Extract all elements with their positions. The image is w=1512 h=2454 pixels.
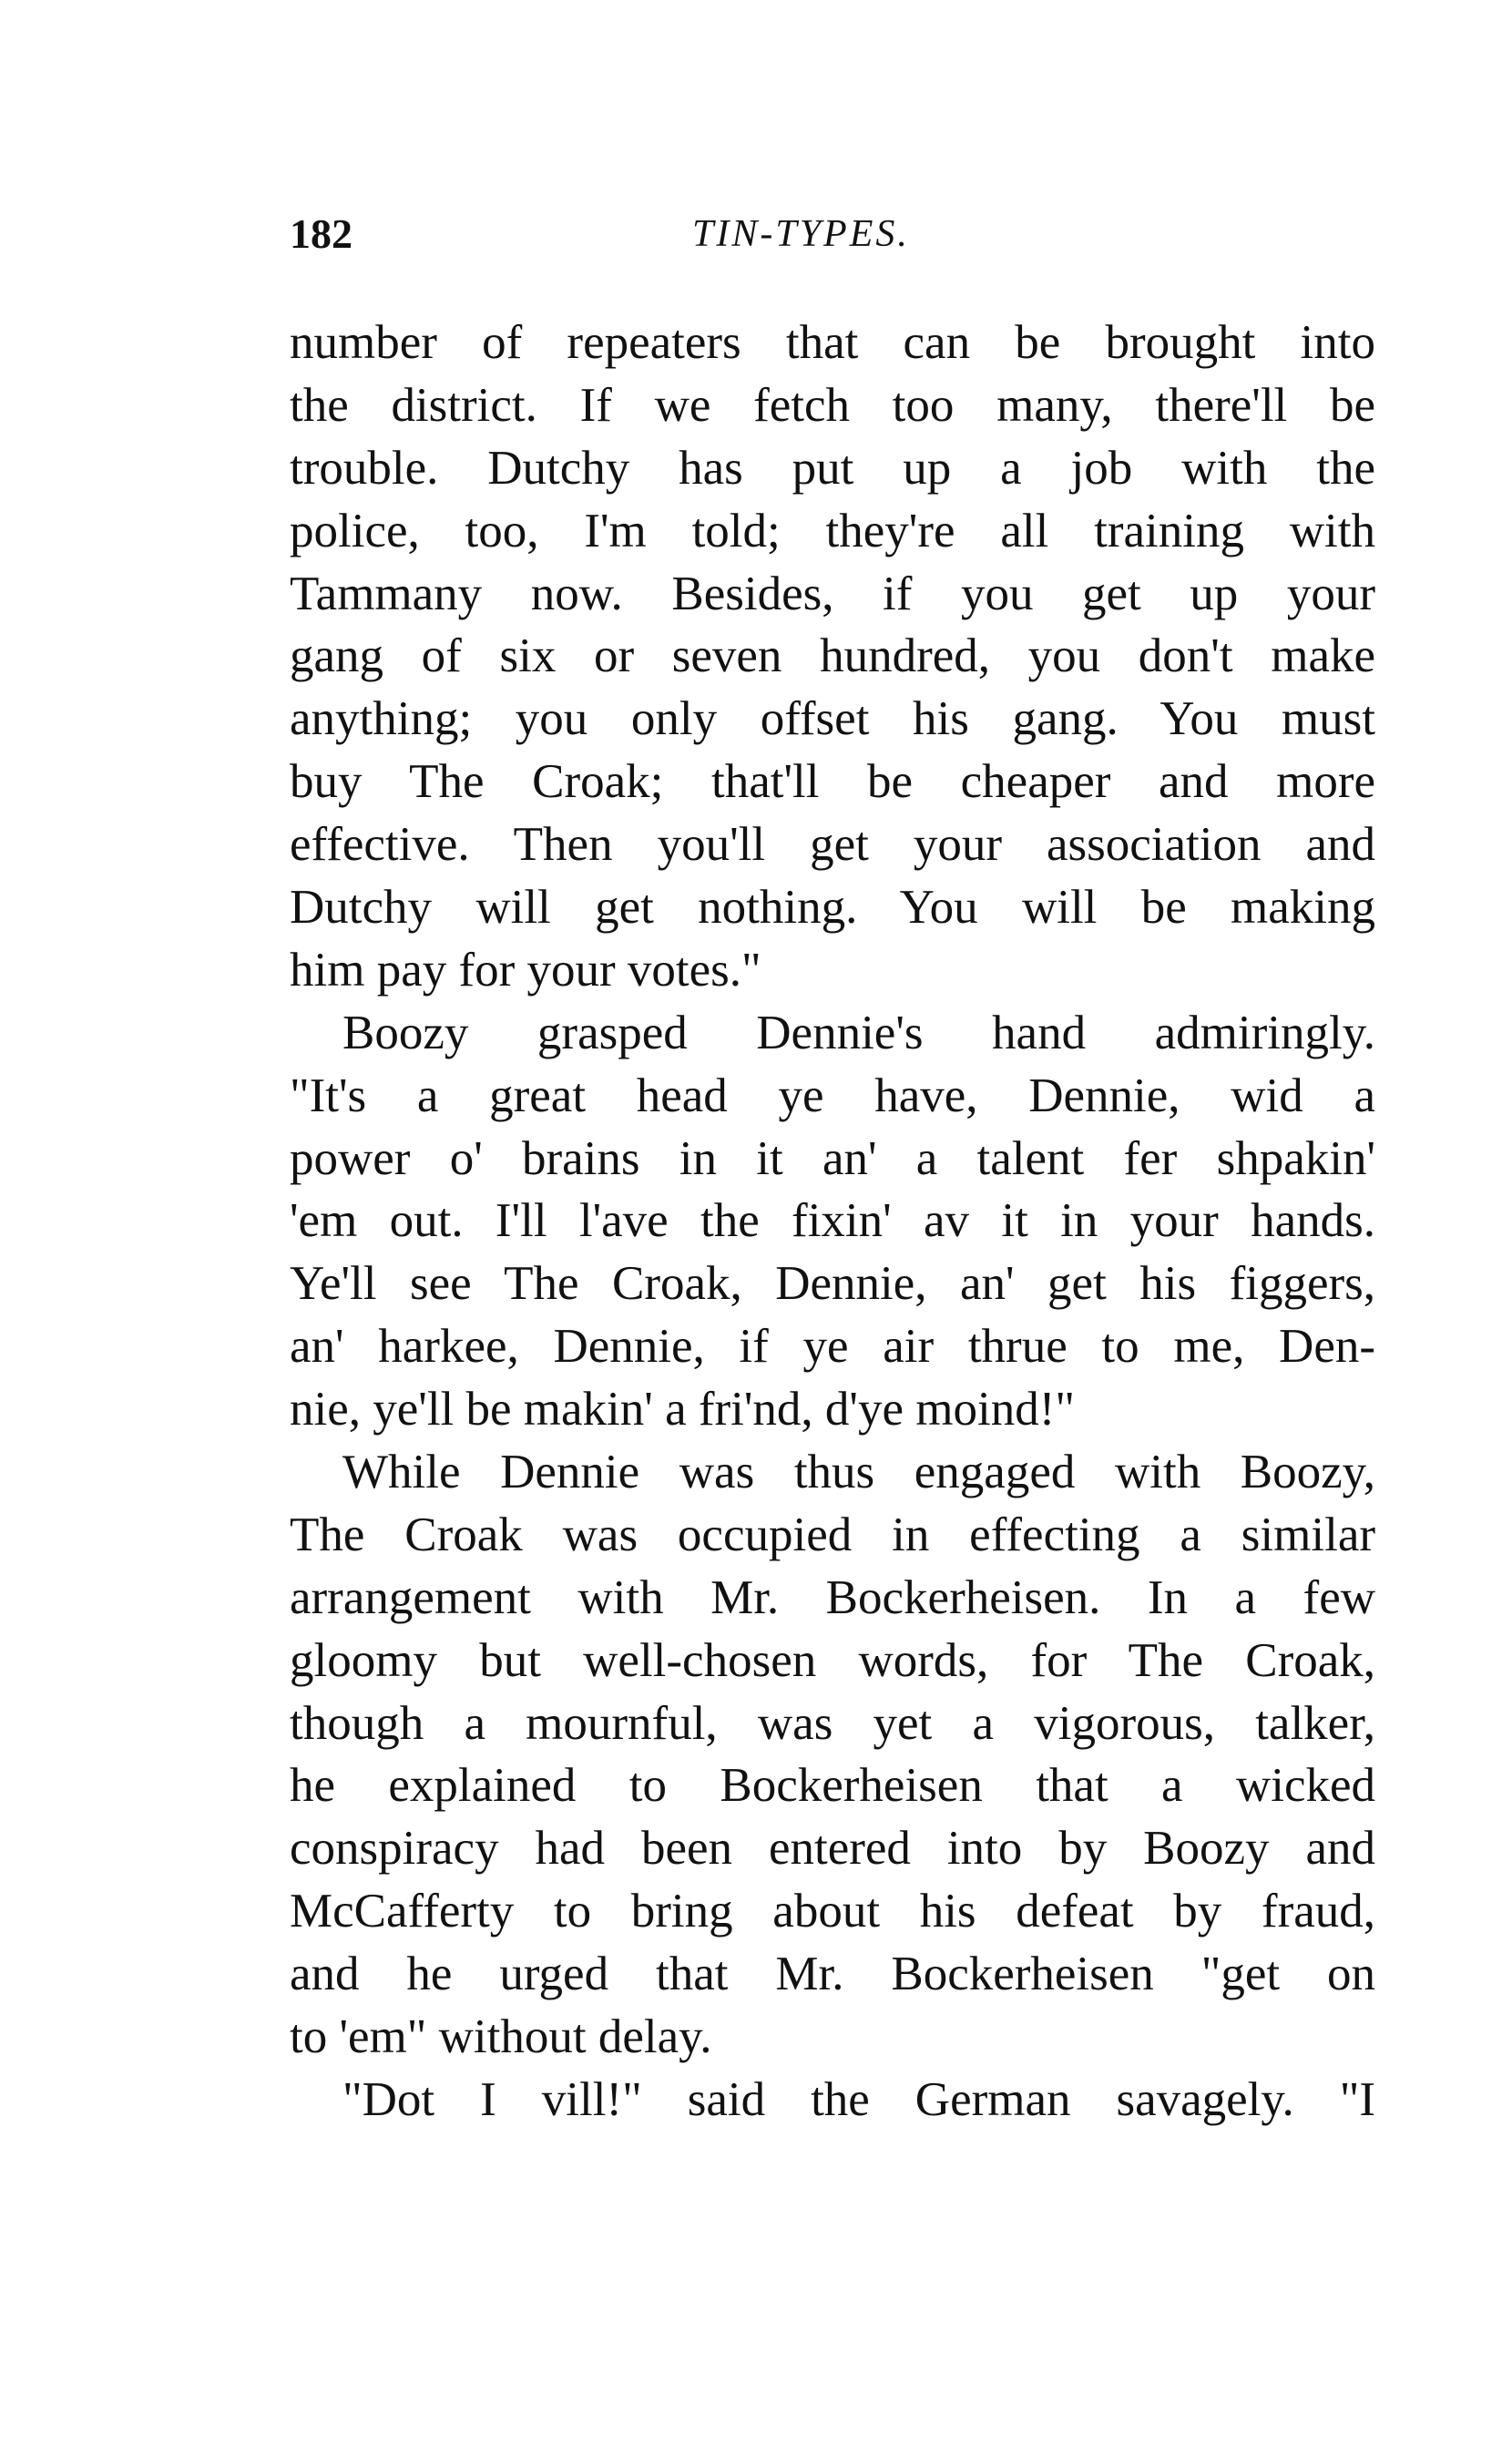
text-line: he explained to Bockerheisen that a wicked xyxy=(290,1759,1375,1813)
text-line: The Croak was occupied in effecting a similar xyxy=(290,1508,1375,1561)
text-line: police, too, I'm told; they're all training with xyxy=(290,504,1375,557)
text-line: an' harkee, Dennie, if ye air thrue to me, Den- xyxy=(290,1320,1375,1374)
text-line: trouble. Dutchy has put up a job with the xyxy=(290,441,1375,495)
text-line: gloomy but well-chosen words, for The Croak, xyxy=(290,1633,1375,1687)
body-text xyxy=(290,312,1375,2132)
text-line: to 'em" without delay. xyxy=(290,2010,712,2064)
text-line: While Dennie was thus engaged with Boozy, xyxy=(342,1446,1375,1499)
text-line: conspiracy had been entered into by Boozy and xyxy=(290,1822,1375,1876)
text-line: and he urged that Mr. Bockerheisen "get on xyxy=(290,1948,1375,2001)
text-line: "It's a great head ye have, Dennie, wid a xyxy=(290,1069,1375,1122)
text-line: though a mournful, was yet a vigorous, talker, xyxy=(290,1696,1375,1750)
text-line: the district. If we fetch too many, there'll be xyxy=(290,378,1375,432)
text-line: number of repeaters that can be brought into xyxy=(290,316,1375,369)
page-number: 182 xyxy=(290,210,352,257)
text-line: anything; you only offset his gang. You must xyxy=(290,692,1375,746)
page-header xyxy=(290,202,1375,266)
text-line: power o' brains in it an' a talent fer shpakin' xyxy=(290,1131,1375,1185)
text-line: nie, ye'll be makin' a fri'nd, d'ye moind!" xyxy=(290,1383,1075,1437)
running-title: TIN-TYPES. xyxy=(692,213,910,255)
text-line: buy The Croak; that'll be cheaper and more xyxy=(290,755,1375,809)
text-line: gang of six or seven hundred, you don't make xyxy=(290,629,1375,683)
text-line: McCafferty to bring about his defeat by fraud, xyxy=(290,1885,1375,1938)
text-line: arrangement with Mr. Bockerheisen. In a few xyxy=(290,1570,1375,1624)
text-line: Boozy grasped Dennie's hand admiringly. xyxy=(342,1006,1375,1059)
text-line: Ye'll see The Croak, Dennie, an' get his figgers, xyxy=(290,1257,1375,1311)
text-line: Dutchy will get nothing. You will be making xyxy=(290,881,1375,935)
text-line: Tammany now. Besides, if you get up your xyxy=(290,567,1375,620)
text-line: him pay for your votes." xyxy=(290,943,761,997)
text-line: 'em out. I'll l'ave the fixin' av it in your hands. xyxy=(290,1194,1375,1248)
text-line: "Dot I vill!" said the German savagely. "I xyxy=(342,2072,1375,2126)
text-line: effective. Then you'll get your association and xyxy=(290,818,1375,872)
